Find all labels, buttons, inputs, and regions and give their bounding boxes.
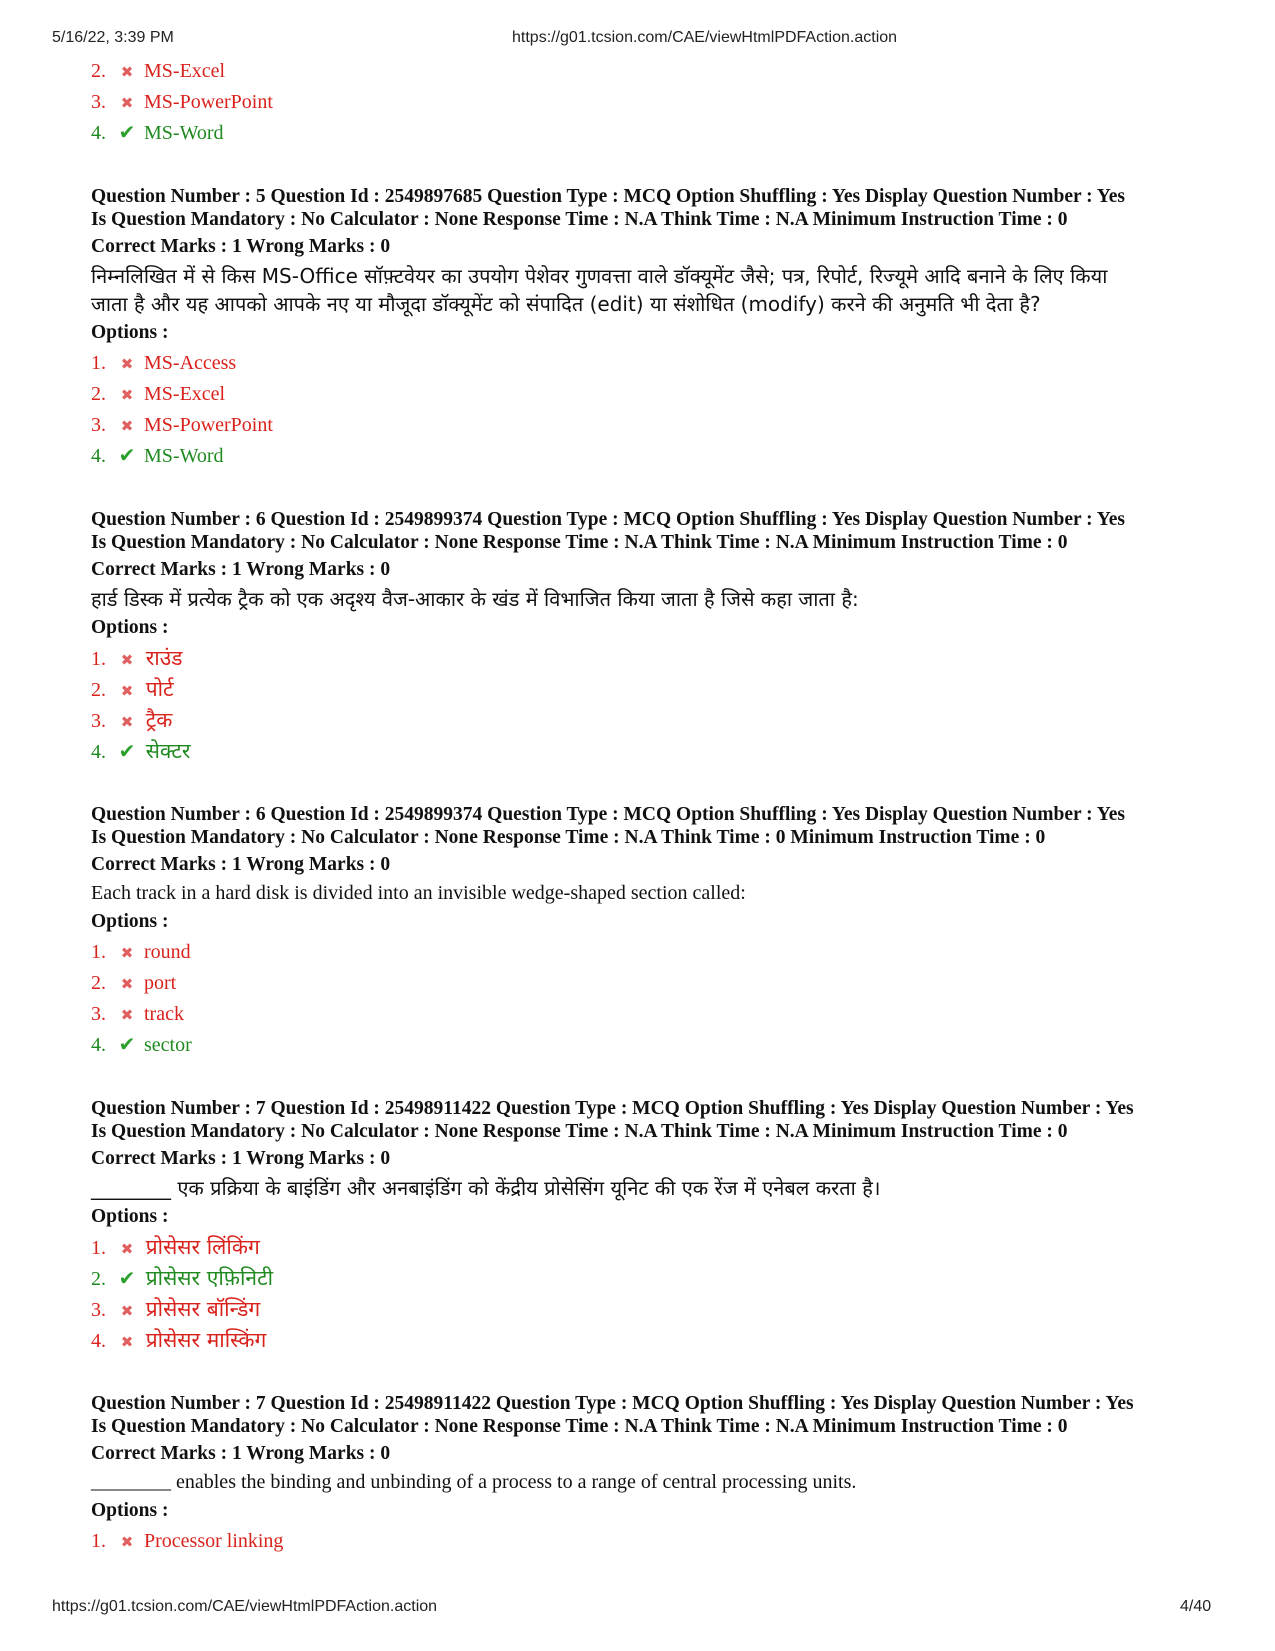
option-text: MS-PowerPoint (144, 91, 273, 113)
question-meta-line: Question Number : 7 Question Id : 25498911422 Question Type : MCQ Option Shuffling : Yes Display Question Number : Yes (91, 1393, 1134, 1414)
option-number: 1. (91, 941, 106, 963)
option-number: 2. (91, 60, 106, 82)
option-text: round (144, 941, 191, 963)
cross-icon: ✖ (120, 96, 134, 112)
option-number: 4. (91, 122, 106, 144)
question-marks: Correct Marks : 1 Wrong Marks : 0 (91, 1443, 391, 1464)
cross-icon: ✖ (120, 357, 134, 373)
question-marks: Correct Marks : 1 Wrong Marks : 0 (91, 559, 391, 580)
option-text: प्रोसेसर मास्किंग (145, 1328, 267, 1352)
option-number: 1. (91, 1530, 106, 1552)
question-meta-line: Is Question Mandatory : No Calculator : None Response Time : N.A Think Time : N.A Minimum Instruction Time : 0 (91, 532, 1068, 553)
option (91, 410, 1211, 441)
question-meta-line: Question Number : 6 Question Id : 2549899374 Question Type : MCQ Option Shuffling : Yes Display Question Number : Yes (91, 509, 1125, 530)
cross-icon: ✖ (120, 977, 134, 993)
question-block (91, 185, 1211, 472)
check-icon: ✔ (118, 739, 136, 763)
option-number: 2. (91, 972, 106, 994)
question-block (91, 1392, 1211, 1557)
option (91, 643, 1211, 674)
question-meta-line: Is Question Mandatory : No Calculator : None Response Time : N.A Think Time : N.A Minimum Instruction Time : 0 (91, 1416, 1068, 1437)
carryover-options (91, 56, 1211, 149)
option-text: ट्रैक (145, 708, 173, 732)
option (91, 937, 1211, 968)
option-number: 4. (91, 1330, 106, 1352)
check-icon: ✔ (118, 122, 136, 144)
question-paper (91, 56, 1211, 1557)
question-block (91, 1097, 1211, 1356)
option-text: MS-Word (144, 122, 224, 144)
option-number: 3. (91, 414, 106, 436)
options-label: Options : (91, 1500, 169, 1521)
option-number: 1. (91, 648, 106, 670)
question-meta-line: Is Question Mandatory : No Calculator : None Response Time : N.A Think Time : 0 Minimum Instruction Time : 0 (91, 827, 1046, 848)
question-stem: जाता है और यह आपको आपके नए या मौजूदा डॉक्यूमेंट को संपादित (edit) या संशोधित (modify) करने की अनुमति भी देता है? (91, 292, 1041, 316)
question-stem: ________ enables the binding and unbinding of a process to a range of central processing units. (91, 1471, 857, 1493)
cross-icon: ✖ (120, 682, 134, 700)
option-text: राउंड (145, 646, 183, 670)
cross-icon: ✖ (120, 946, 134, 962)
options-label: Options : (91, 911, 169, 932)
question-meta-line: Question Number : 7 Question Id : 25498911422 Question Type : MCQ Option Shuffling : Yes Display Question Number : Yes (91, 1098, 1134, 1119)
question-marks: Correct Marks : 1 Wrong Marks : 0 (91, 1148, 391, 1169)
option-number: 2. (91, 383, 106, 405)
option-text: Processor linking (144, 1530, 284, 1552)
cross-icon: ✖ (120, 713, 134, 731)
option-text: track (144, 1003, 184, 1025)
cross-icon: ✖ (120, 388, 134, 404)
question-marks: Correct Marks : 1 Wrong Marks : 0 (91, 236, 391, 257)
option (91, 1030, 1211, 1061)
options-label: Options : (91, 1206, 169, 1227)
check-icon: ✔ (118, 1034, 136, 1056)
question-block (91, 508, 1211, 767)
options-label: Options : (91, 617, 169, 638)
option-text: MS-Excel (144, 60, 226, 82)
option-number: 3. (91, 91, 106, 113)
cross-icon: ✖ (120, 65, 134, 81)
question-marks: Correct Marks : 1 Wrong Marks : 0 (91, 854, 391, 875)
option-text: MS-Word (144, 445, 224, 467)
question-stem: Each track in a hard disk is divided into an invisible wedge-shaped section called: (91, 882, 746, 904)
option-number: 2. (91, 679, 106, 701)
option-text: MS-PowerPoint (144, 414, 273, 436)
options-label: Options : (91, 322, 169, 343)
option-number: 3. (91, 1003, 106, 1025)
option (91, 1526, 1211, 1557)
cross-icon: ✖ (120, 1008, 134, 1024)
option (91, 441, 1211, 472)
cross-icon: ✖ (120, 651, 134, 669)
option-number: 4. (91, 741, 106, 763)
option-text: पोर्ट (145, 677, 174, 701)
option-text: MS-Access (144, 352, 237, 374)
print-footer-url: https://g01.tcsion.com/CAE/viewHtmlPDFAction.action (52, 1598, 438, 1615)
option (91, 1263, 1211, 1294)
page-number: 4/40 (1180, 1598, 1212, 1615)
option-text: सेक्टर (145, 739, 191, 763)
option-number: 3. (91, 710, 106, 732)
option-text: MS-Excel (144, 383, 226, 405)
option (91, 674, 1211, 705)
question-block (91, 803, 1211, 1061)
option (91, 968, 1211, 999)
option (91, 56, 1211, 87)
question-meta-line: Question Number : 5 Question Id : 2549897685 Question Type : MCQ Option Shuffling : Yes Display Question Number : Yes (91, 186, 1125, 207)
option-text: प्रोसेसर लिंकिंग (145, 1235, 260, 1259)
print-header-url: https://g01.tcsion.com/CAE/viewHtmlPDFAction.action (512, 29, 898, 46)
option-text: प्रोसेसर बॉन्डिंग (145, 1297, 261, 1321)
option-number: 1. (91, 352, 106, 374)
check-icon: ✔ (118, 1266, 136, 1290)
option-text: प्रोसेसर एफ़िनिटी (145, 1266, 274, 1290)
question-meta-line: Is Question Mandatory : No Calculator : None Response Time : N.A Think Time : N.A Minimum Instruction Time : 0 (91, 209, 1068, 230)
check-icon: ✔ (118, 445, 136, 467)
question-stem: ________ एक प्रक्रिया के बाइंडिंग और अनबाइंडिंग को केंद्रीय प्रोसेसिंग यूनिट की एक रेंज में एनेबल करता है। (91, 1176, 881, 1200)
option-number: 1. (91, 1237, 106, 1259)
option (91, 348, 1211, 379)
question-stem: हार्ड डिस्क में प्रत्येक ट्रैक को एक अदृश्य वैज-आकार के खंड में विभाजित किया जाता है जिसे कहा जाता है: (91, 587, 859, 611)
cross-icon: ✖ (120, 1240, 134, 1258)
option (91, 1325, 1211, 1356)
print-datetime: 5/16/22, 3:39 PM (52, 29, 174, 46)
option (91, 999, 1211, 1030)
question-meta-line: Is Question Mandatory : No Calculator : None Response Time : N.A Think Time : N.A Minimum Instruction Time : 0 (91, 1121, 1068, 1142)
cross-icon: ✖ (120, 1302, 134, 1320)
option (91, 736, 1211, 767)
option (91, 379, 1211, 410)
option-text: port (144, 972, 177, 994)
cross-icon: ✖ (120, 419, 134, 435)
option (91, 118, 1211, 149)
cross-icon: ✖ (120, 1333, 134, 1351)
option-text: sector (144, 1034, 192, 1056)
cross-icon: ✖ (120, 1535, 134, 1551)
option-number: 4. (91, 1034, 106, 1056)
option (91, 1294, 1211, 1325)
option-number: 2. (91, 1268, 106, 1290)
question-meta-line: Question Number : 6 Question Id : 2549899374 Question Type : MCQ Option Shuffling : Yes Display Question Number : Yes (91, 804, 1125, 825)
question-stem: निम्नलिखित में से किस MS-Office सॉफ़्टवेयर का उपयोग पेशेवर गुणवत्ता वाले डॉक्यूमेंट जैसे; पत्र, रिपोर्ट, रिज्यूमे आदि बनाने के लिए किया (91, 264, 1108, 288)
option-number: 3. (91, 1299, 106, 1321)
option (91, 1232, 1211, 1263)
option (91, 87, 1211, 118)
option (91, 705, 1211, 736)
option-number: 4. (91, 445, 106, 467)
